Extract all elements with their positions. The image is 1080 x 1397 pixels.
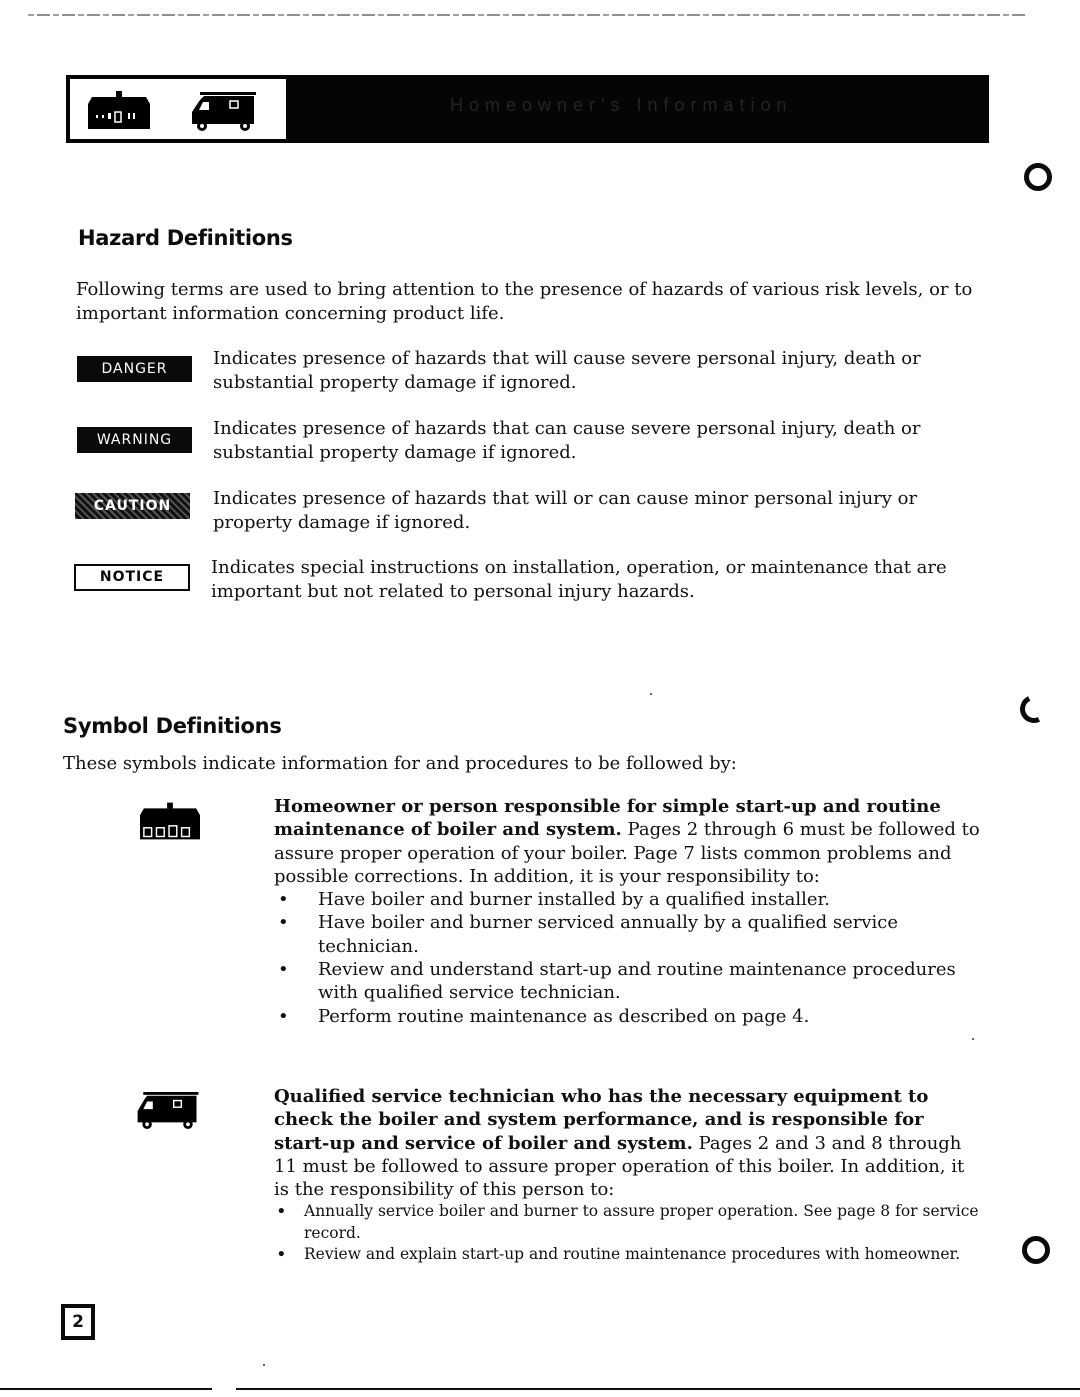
scan-artifact-top (28, 14, 1028, 16)
binder-hole-top (1024, 163, 1052, 191)
homeowner-lead: Homeowner or person responsible for simple start-up and routine maintenance of boiler and system. (274, 796, 941, 841)
scan-speck (263, 1364, 265, 1366)
homeowner-body: Pages 2 through 6 must be followed to assure proper operation of your boiler. Page 7 lists common problems and possible corrections. In addition, it is your responsibility to: (274, 819, 980, 887)
header-title: Homeowner's Information (450, 95, 793, 115)
warning-badge: WARNING (77, 427, 192, 453)
list-item: • Review and explain start-up and routine maintenance procedures with homeowner. (274, 1244, 984, 1266)
homeowner-responsibilities (274, 888, 984, 1028)
technician-body: Pages 2 and 3 and 8 through 11 must be followed to assure proper operation of this boiler. In addition, it is the responsibility of this person to: (274, 1132, 965, 1201)
danger-definition: Indicates presence of hazards that will cause severe personal injury, death or substantial property damage if ignored. (213, 348, 921, 393)
house-icon (140, 802, 200, 840)
binder-hole-middle (1016, 691, 1052, 727)
service-van-icon (190, 92, 258, 132)
technician-definition (274, 1085, 984, 1266)
symbol-intro: These symbols indicate information for and procedures to be followed by: (63, 753, 737, 774)
list-item: • Perform routine maintenance as described on page 4. (274, 1005, 984, 1028)
homeowner-definition (274, 795, 984, 1028)
caution-badge: CAUTION (75, 493, 190, 519)
bottom-rule-left (0, 1388, 212, 1390)
hazard-definitions-heading: Hazard Definitions (78, 226, 293, 250)
technician-responsibilities (274, 1201, 984, 1266)
page-number: 2 (61, 1304, 95, 1340)
list-item: • Have boiler and burner serviced annually by a qualified service technician. (274, 911, 984, 958)
warning-definition: Indicates presence of hazards that can cause severe personal injury, death or substantial property damage if ignored. (213, 418, 921, 463)
notice-badge: NOTICE (74, 564, 190, 591)
caution-definition: Indicates presence of hazards that will or can cause minor personal injury or property damage if ignored. (213, 488, 918, 533)
house-icon (88, 91, 150, 129)
service-van-icon (135, 1092, 201, 1130)
symbol-definitions-heading: Symbol Definitions (63, 714, 282, 738)
hazard-intro: Following terms are used to bring attention to the presence of hazards of various risk levels, or to important information concerning product life. (76, 279, 973, 324)
list-item: • Annually service boiler and burner to assure proper operation. See page 8 for service record. (274, 1201, 984, 1244)
scan-speck (650, 693, 652, 695)
binder-hole-bottom (1022, 1236, 1050, 1264)
scan-speck (972, 1038, 974, 1040)
notice-definition: Indicates special instructions on installation, operation, or maintenance that are important but not related to personal injury hazards. (211, 557, 947, 602)
technician-lead: Qualified service technician who has the necessary equipment to check the boiler and system performance, and is responsible for start-up and service of boiler and system. (274, 1086, 929, 1154)
bottom-rule-right (236, 1388, 1080, 1390)
list-item: • Review and understand start-up and routine maintenance procedures with qualified service technician. (274, 958, 984, 1005)
danger-badge: DANGER (77, 356, 192, 382)
list-item: • Have boiler and burner installed by a qualified installer. (274, 888, 984, 911)
